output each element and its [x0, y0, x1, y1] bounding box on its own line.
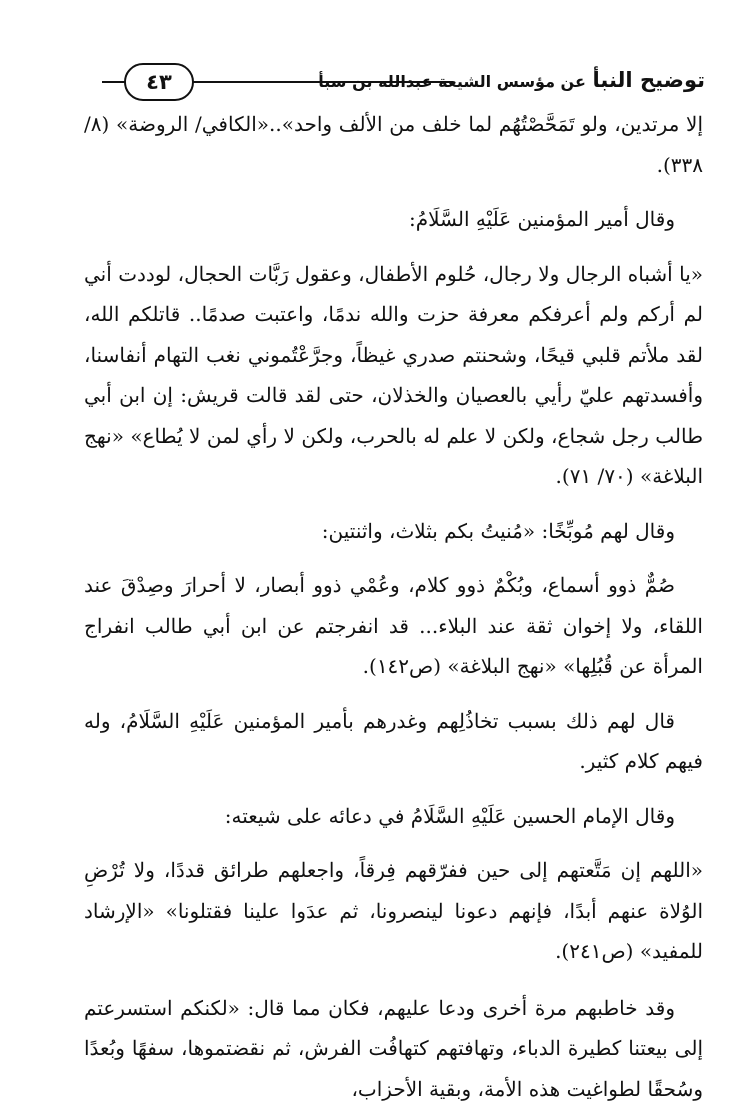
- paragraph-intro-quote: وقال لهم مُوبِّخًا: «مُنيتُ بكم بثلاث، واثنتين:: [84, 511, 703, 552]
- paragraph-quote: «اللهم إن مَتَّعتهم إلى حين ففرّقهم فِرقاً، واجعلهم طرائق قددًا، ولا تُرْضِ الوُلاة عنهم أبدًا، فإنهم دعونا لينصرونا، ثم عدَوا علينا فقتلونا» «الإرشاد للمفيد» (ص٢٤١).: [84, 850, 703, 972]
- page-header: [102, 58, 705, 98]
- paragraph-continuation: إلا مرتدين، ولو تَمَحَّصْتُهُم لما خلف من الألف واحد»..«الكافي/ الروضة» (٨/ ٣٣٨).: [84, 104, 703, 185]
- running-title-main: توضيح النبأ: [593, 68, 705, 92]
- running-title: [318, 68, 705, 92]
- running-title-sub: عن مؤسس الشيعة عبدالله بن سبأ: [318, 72, 586, 91]
- paragraph-quote: «يا أشباه الرجال ولا رجال، حُلوم الأطفال، وعقول رَبَّات الحجال، لوددت أني لم أركم ولم أعرفكم معرفة حزت والله ندمًا، واعتبت صدمًا.. قاتلكم الله، لقد ملأتم قلبي قيحًا، وشحنتم صدري غيظاً، وجرَّعْتُموني نغب التهام أنفاسنا، وأفسدتهم عليّ رأيي بالعصيان والخذلان، حتى لقد قالت قريش: إن ابن أبي طالب رجل شجاع، ولكن لا علم له بالحرب، ولكن لا رأي لمن لا يُطاع» «نهج البلاغة» (٧٠/ ٧١).: [84, 254, 703, 497]
- paragraph-commentary: قال لهم ذلك بسبب تخاذُلِهم وغدرهم بأمير المؤمنين عَلَيْهِ السَّلَامُ، وله فيهم كلام كثير.: [84, 701, 703, 782]
- paragraph-quote: صُمٌّ ذوو أسماع، وبُكْمٌ ذوو كلام، وعُمْي ذوو أبصار، لا أحرارَ وصِدْقَ عند اللقاء، ولا إخوان ثقة عند البلاء... قد انفرجتم عن ابن أبي طالب انفراج المرأة عن قُبُلِها» «نهج البلاغة» (ص١٤٢).: [84, 565, 703, 687]
- page-number: ٤٣: [124, 63, 194, 101]
- header-rule: [187, 81, 453, 83]
- paragraph-commentary: وقد خاطبهم مرة أخرى ودعا عليهم، فكان مما قال: «لكنكم استسرعتم إلى بيعتنا كطيرة الدباء، وتهافتهم كتهافُت الفرش، ثم نقضتموها، سفهًا وبُعدًا وسُحقًا لطواغيت هذه الأمة، وبقية الأحزاب،: [84, 988, 703, 1109]
- page-body: [84, 104, 703, 1109]
- paragraph-intro-quote: وقال الإمام الحسين عَلَيْهِ السَّلَامُ في دعائه على شيعته:: [84, 796, 703, 837]
- paragraph-intro-quote: وقال أمير المؤمنين عَلَيْهِ السَّلَامُ:: [84, 199, 703, 240]
